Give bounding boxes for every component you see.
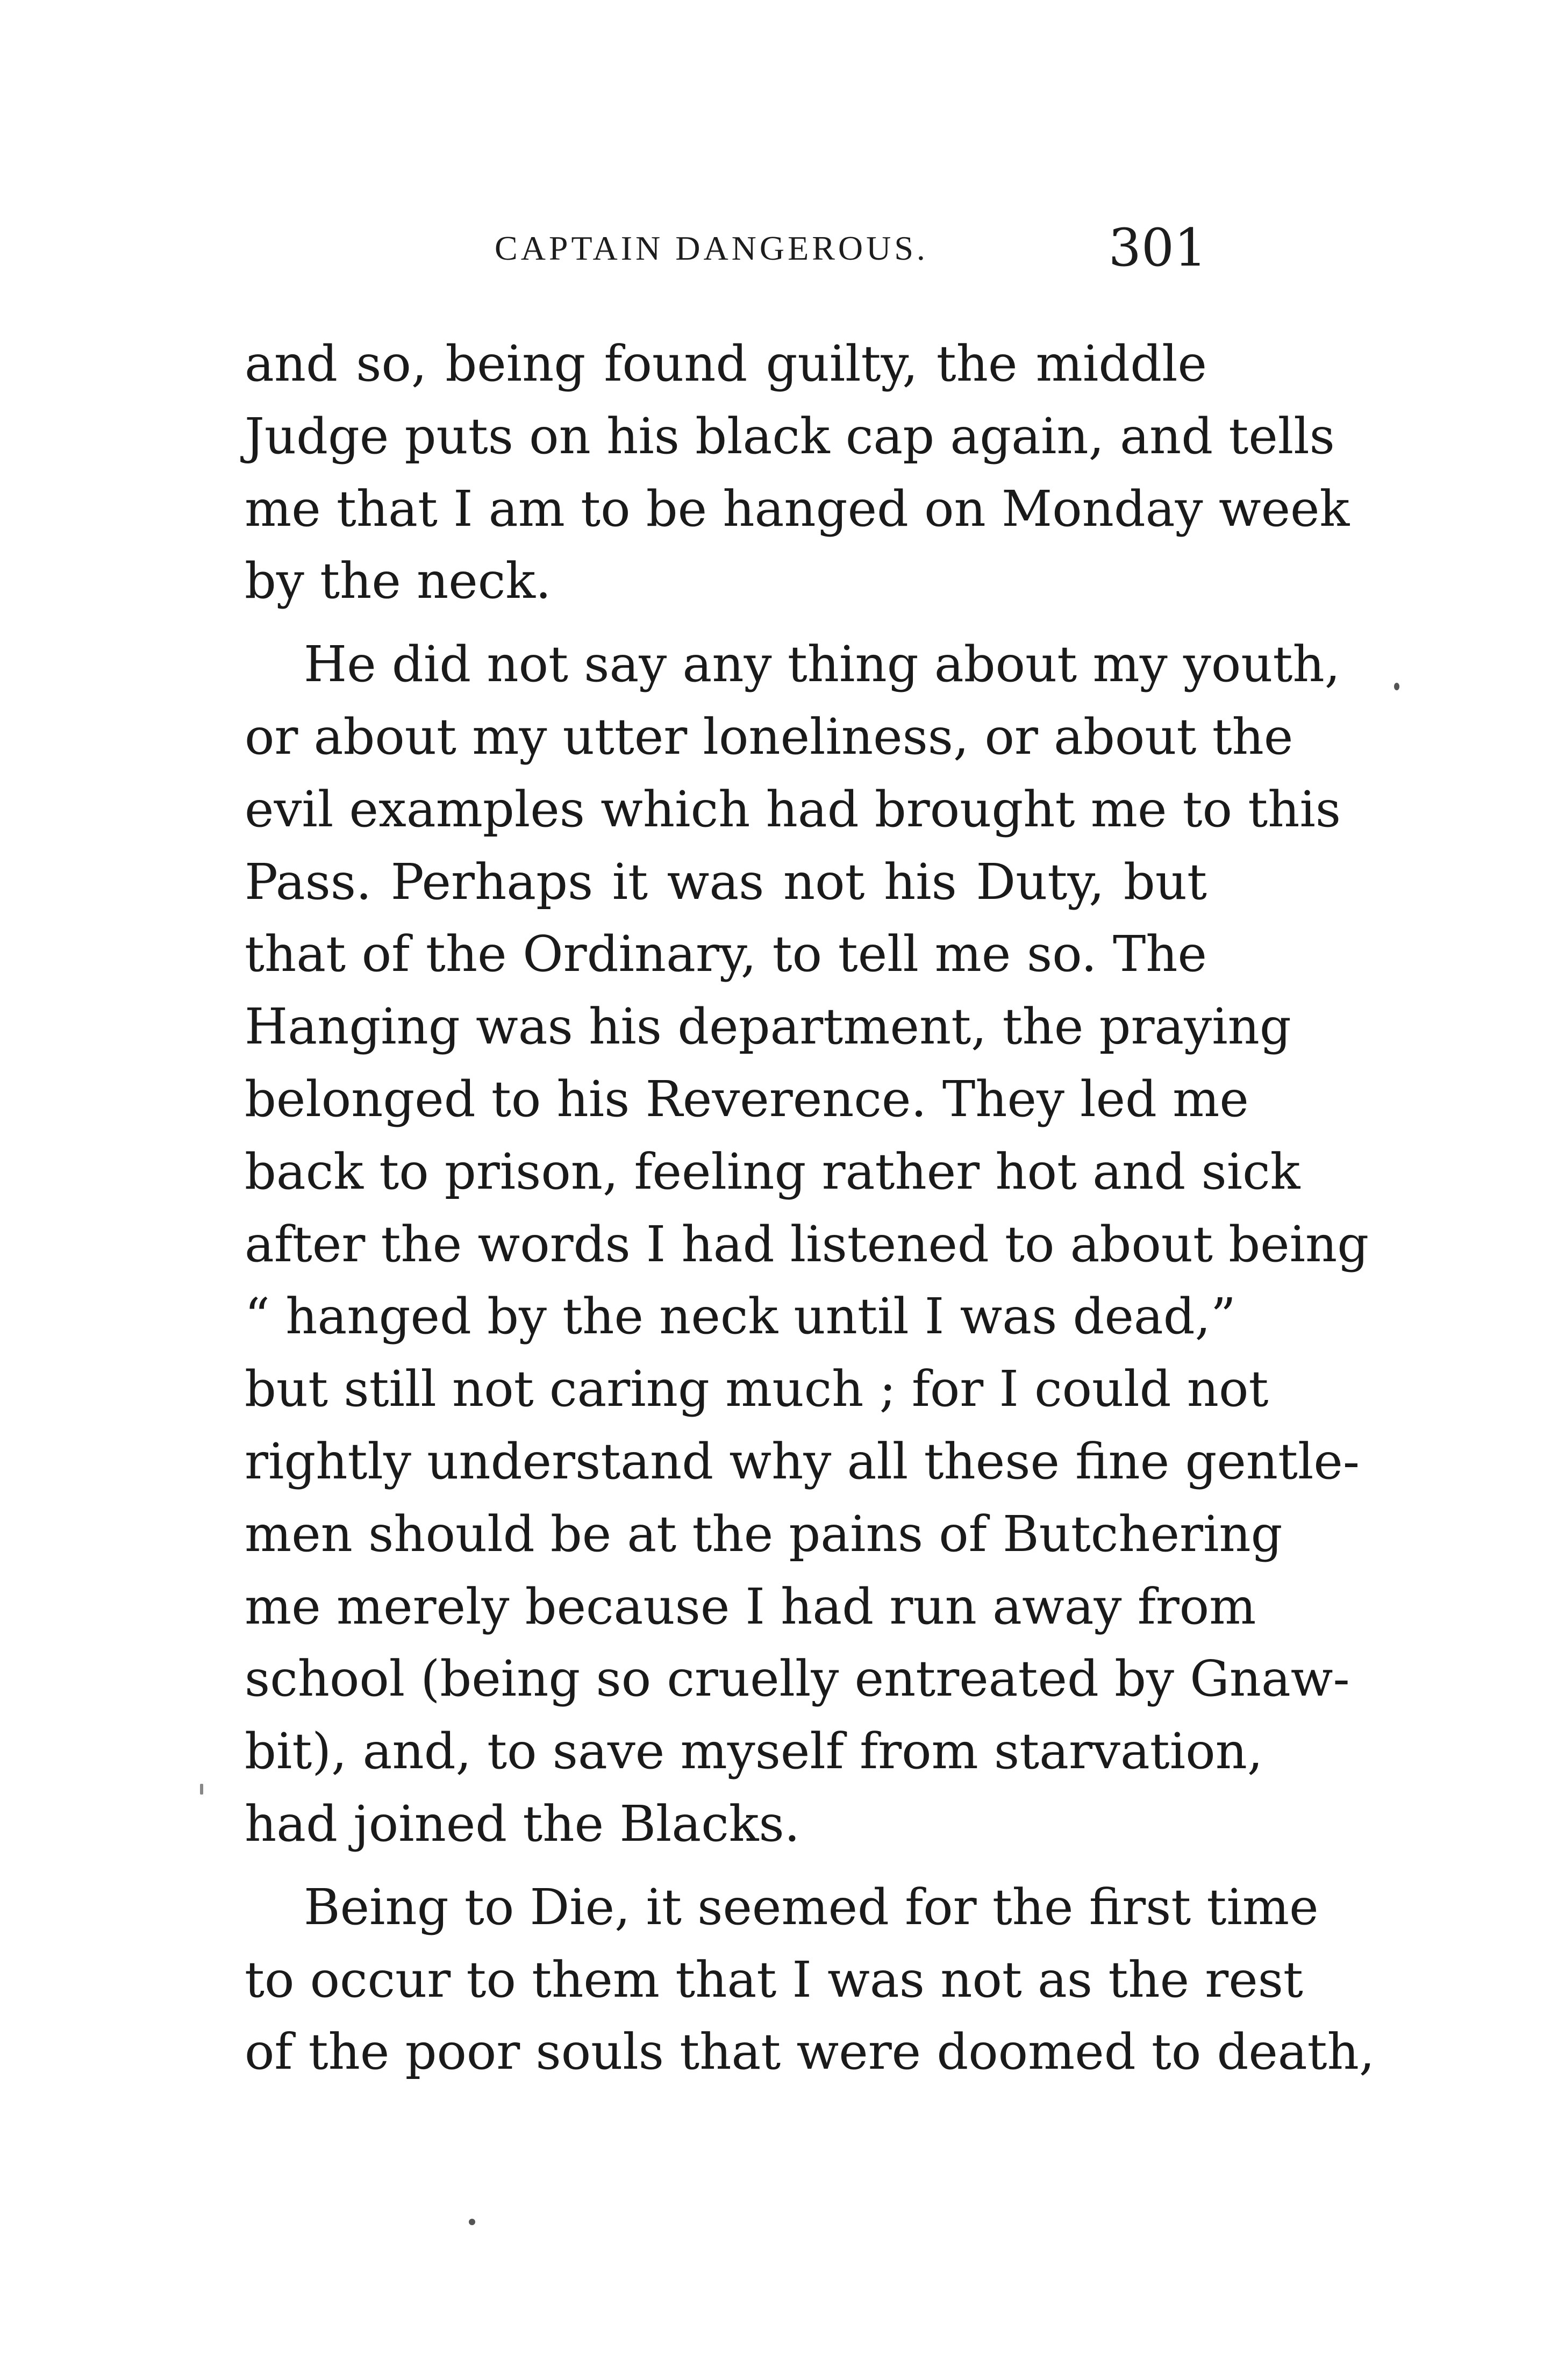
scan-speck <box>200 1784 203 1795</box>
text-line: or about my utter loneliness, or about the <box>245 707 1293 766</box>
text-line: after the words I had listened to about being <box>245 1215 1369 1273</box>
paragraph-2 <box>245 628 1369 1861</box>
paragraph-1 <box>245 328 1350 618</box>
text-line: to occur to them that I was not as the rest <box>245 1950 1303 2009</box>
text-line: me merely because I had run away from <box>245 1577 1256 1635</box>
body-text <box>245 328 1375 2089</box>
text-line: “ hanged by the neck until I was dead,” <box>245 1288 1236 1346</box>
text-line: evil examples which had brought me to this <box>245 780 1341 838</box>
scan-speck <box>469 2219 475 2225</box>
text-line: belonged to his Reverence. They led me <box>245 1070 1249 1128</box>
text-line: had joined the Blacks. <box>245 1795 800 1853</box>
text-line: Hanging was his department, the praying <box>245 998 1291 1056</box>
running-head: CAPTAIN DANGEROUS. <box>495 229 928 267</box>
text-line: by the neck. <box>245 552 552 610</box>
text-line: He did not say any thing about my youth, <box>304 635 1341 694</box>
text-line: of the poor souls that were doomed to death, <box>245 2023 1375 2081</box>
page-header <box>245 218 1207 277</box>
paragraph-3 <box>245 1871 1375 2089</box>
text-line: back to prison, feeling rather hot and sick <box>245 1142 1300 1200</box>
text-line: school (being so cruelly entreated by Gnaw- <box>245 1650 1350 1708</box>
text-line: Judge puts on his black cap again, and tells <box>245 407 1335 465</box>
text-line: men should be at the pains of Butchering <box>245 1505 1283 1563</box>
text-line: Pass. Perhaps it was not his Duty, but <box>245 853 1207 911</box>
text-line: Being to Die, it seemed for the first time <box>304 1878 1319 1936</box>
text-line: rightly understand why all these fine gentle- <box>245 1432 1360 1490</box>
text-line: but still not caring much ; for I could not <box>245 1360 1269 1418</box>
scan-speck <box>1394 683 1399 690</box>
page-number: 301 <box>1108 218 1207 278</box>
text-line: me that I am to be hanged on Monday week <box>245 480 1350 538</box>
text-line: that of the Ordinary, to tell me so. The <box>245 925 1207 983</box>
text-line: bit), and, to save myself from starvation, <box>245 1723 1263 1781</box>
text-line: and so, being found guilty, the middle <box>245 335 1207 392</box>
